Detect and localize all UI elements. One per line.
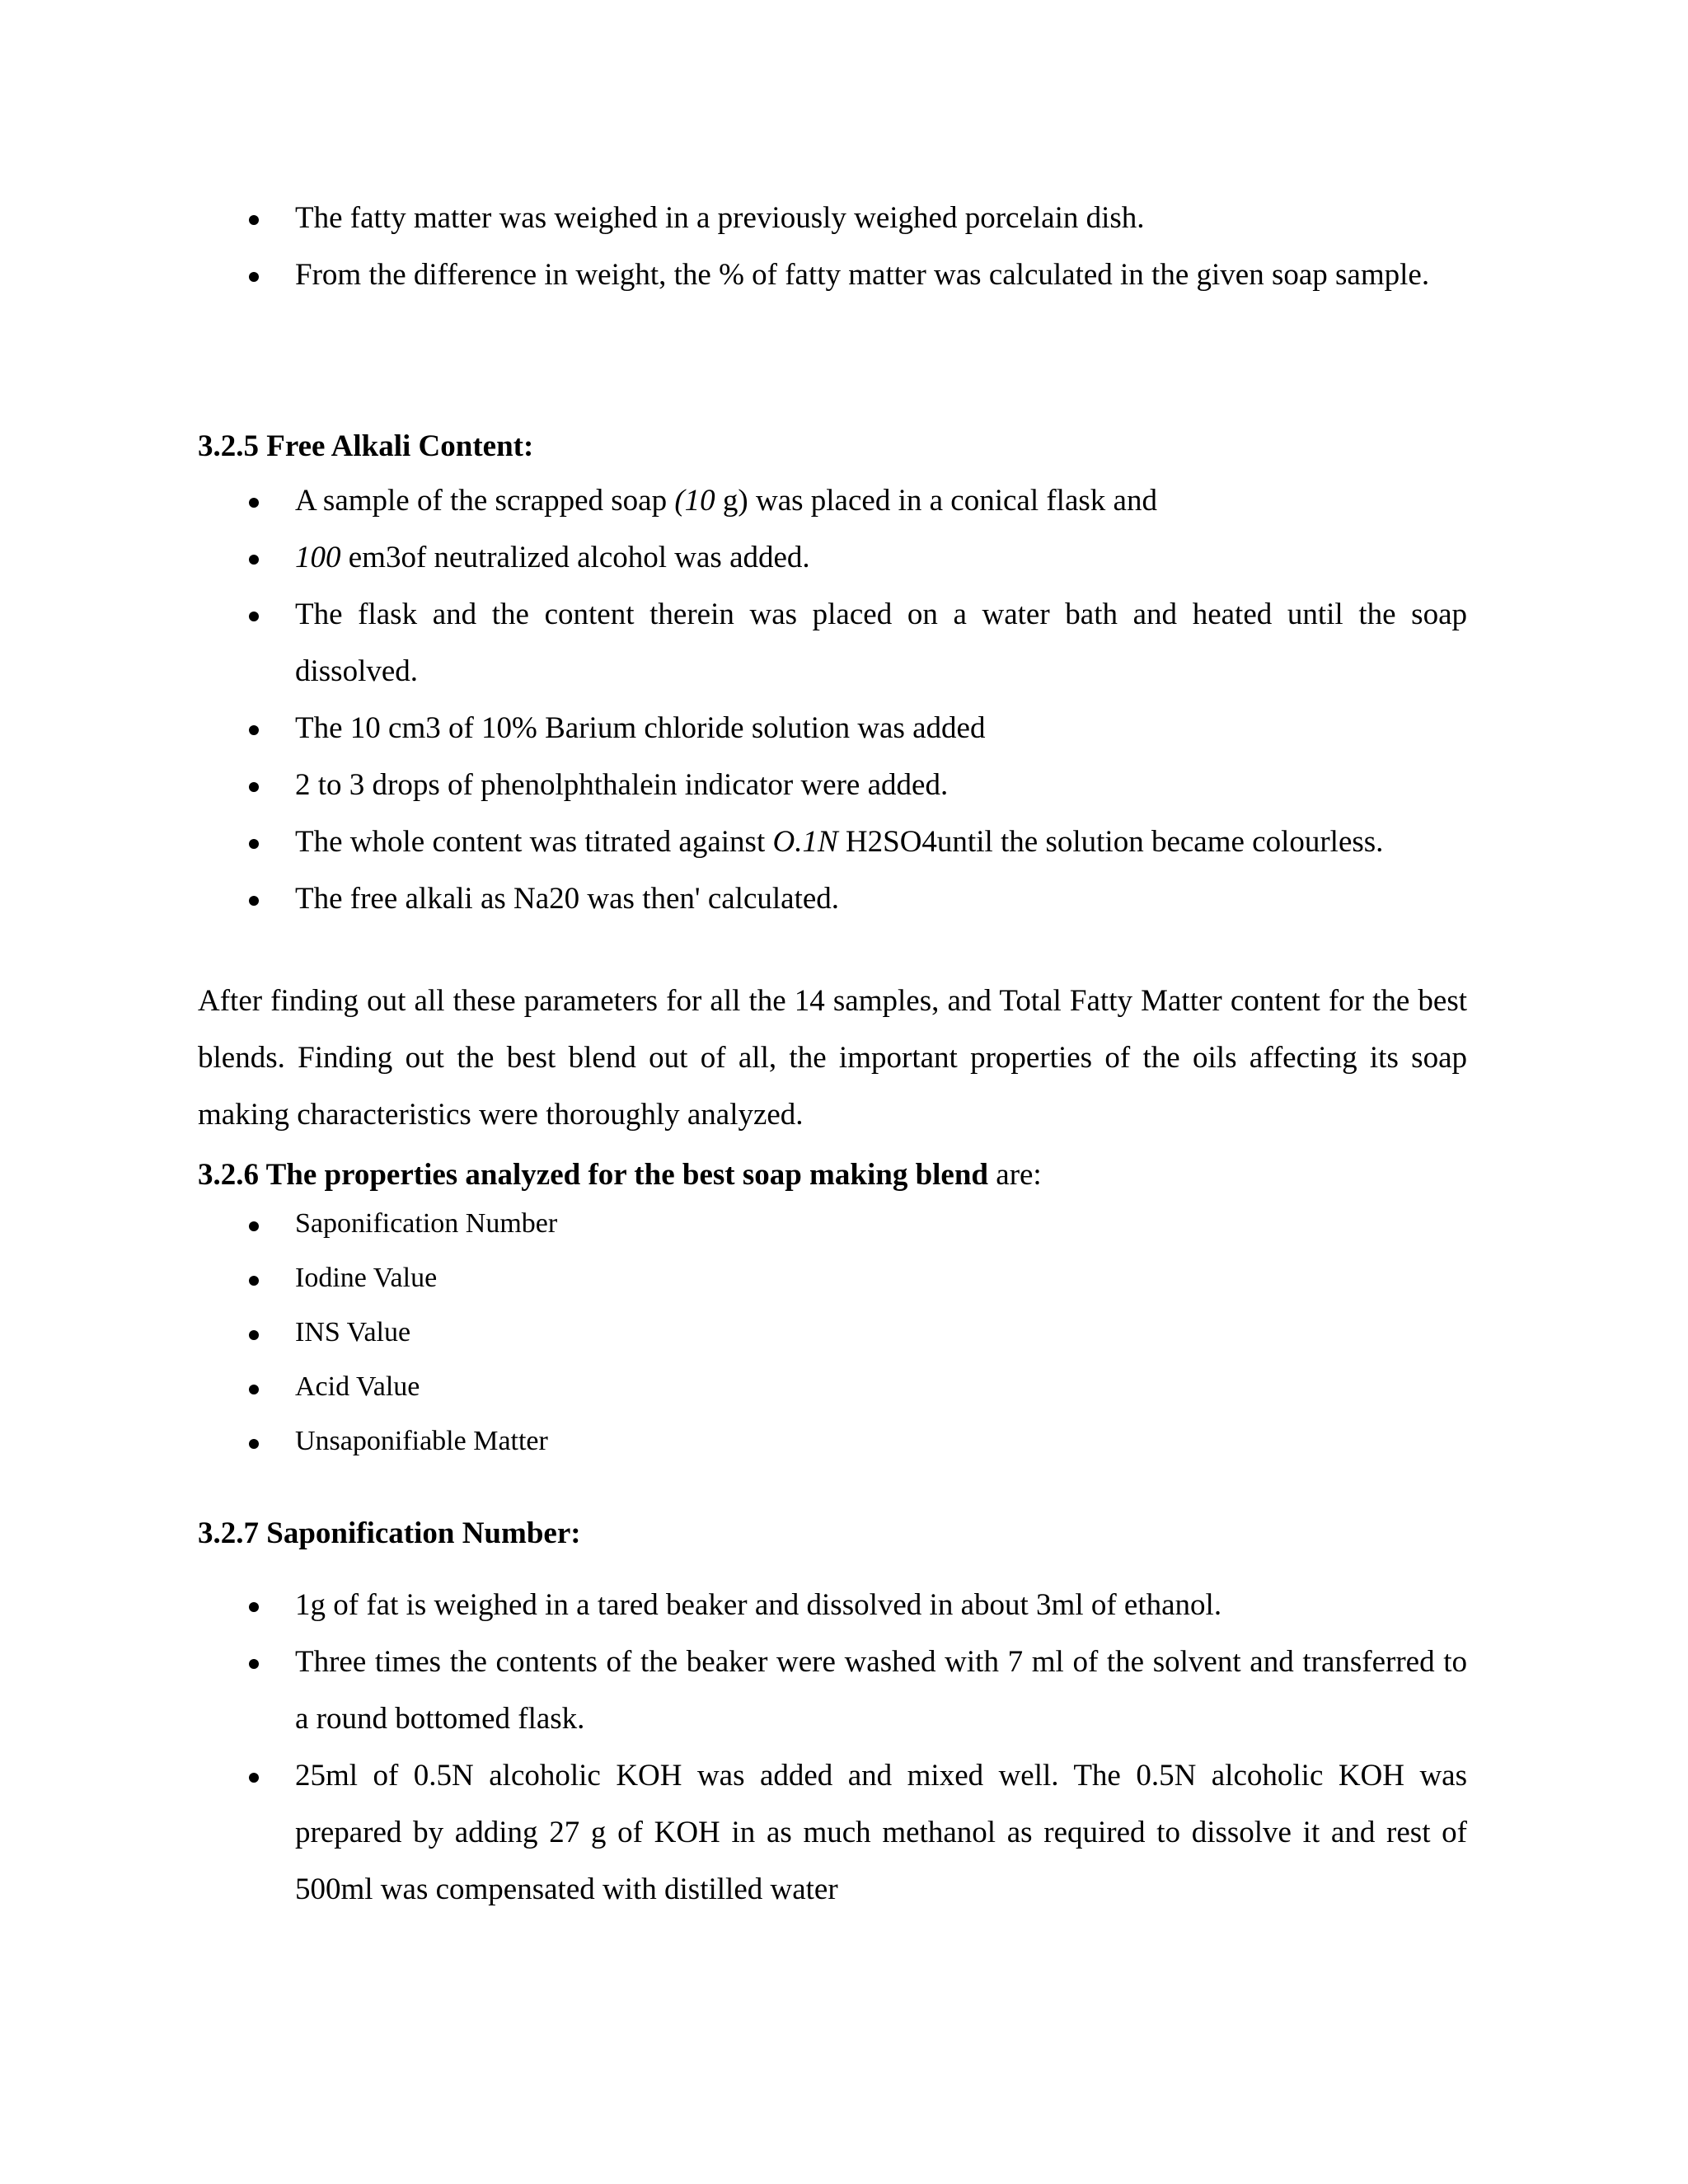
bullet-icon [249,272,259,282]
list-item: The whole content was titrated against O.1N H2SO4until the solution became colourless. [198,813,1467,870]
bullet-icon [249,1330,259,1340]
list-item: The flask and the content therein was placed on a water bath and heated until the soap dissolved. [198,586,1467,700]
list-item: The fatty matter was weighed in a previously weighed porcelain dish. [198,190,1467,246]
list-item: 1g of fat is weighed in a tared beaker and dissolved in about 3ml of ethanol. [198,1577,1467,1633]
bullet-icon [249,1659,259,1669]
list-item: 2 to 3 drops of phenolphthalein indicator were added. [198,757,1467,813]
bullet-icon [249,896,259,906]
list-item: 100 em3of neutralized alcohol was added. [198,529,1467,586]
bullet-icon [249,555,259,565]
section-3-2-5 [198,425,1467,927]
fatty-matter-list [198,190,1467,303]
properties-list [198,1197,1467,1469]
bullet-icon [249,1773,259,1783]
list-item: Three times the contents of the beaker were washed with 7 ml of the solvent and transferred to a round bottomed flask. [198,1633,1467,1747]
bullet-icon [249,215,259,225]
summary-paragraph: After finding out all these parameters for all the 14 samples, and Total Fatty Matter content for the best blends. Finding out the best blend out of all, the important properties of the oils affecting its soap making characteristics were thoroughly analyzed. [198,984,1467,1132]
list-item: Acid Value [198,1360,1467,1414]
section-heading: 3.2.5 Free Alkali Content: [198,429,534,463]
bullet-icon [249,1221,259,1231]
bullet-icon [249,1276,259,1286]
bullet-icon [249,1602,259,1612]
list-item: Iodine Value [198,1251,1467,1305]
list-item: Unsaponifiable Matter [198,1414,1467,1469]
free-alkali-list [198,472,1467,927]
bullet-icon [249,839,259,849]
list-item: INS Value [198,1305,1467,1360]
list-item: Saponification Number [198,1197,1467,1251]
list-item: 25ml of 0.5N alcoholic KOH was added and mixed well. The 0.5N alcoholic KOH was prepared by adding 27 g of KOH in as much methanol as required to dissolve it and rest of 500ml was compensated with distilled water [198,1747,1467,1918]
bullet-icon [249,725,259,735]
summary-paragraph-block [198,972,1467,1143]
list-item: The free alkali as Na20 was then' calculated. [198,870,1467,927]
section-heading: 3.2.6 The properties analyzed for the best soap making blend are: [198,1158,1042,1192]
section-3-2-6 [198,1154,1467,1469]
section-heading: 3.2.7 Saponification Number: [198,1516,581,1550]
fatty-matter-list-block [198,190,1467,303]
bullet-icon [249,1385,259,1394]
saponification-list [198,1577,1467,1918]
list-item: A sample of the scrapped soap (10 g) was placed in a conical flask and [198,472,1467,529]
bullet-icon [249,782,259,792]
bullet-icon [249,1439,259,1449]
bullet-icon [249,612,259,621]
list-item: From the difference in weight, the % of fatty matter was calculated in the given soap sample. [198,246,1467,303]
list-item: The 10 cm3 of 10% Barium chloride solution was added [198,700,1467,757]
section-3-2-7 [198,1512,1467,1918]
bullet-icon [249,498,259,508]
